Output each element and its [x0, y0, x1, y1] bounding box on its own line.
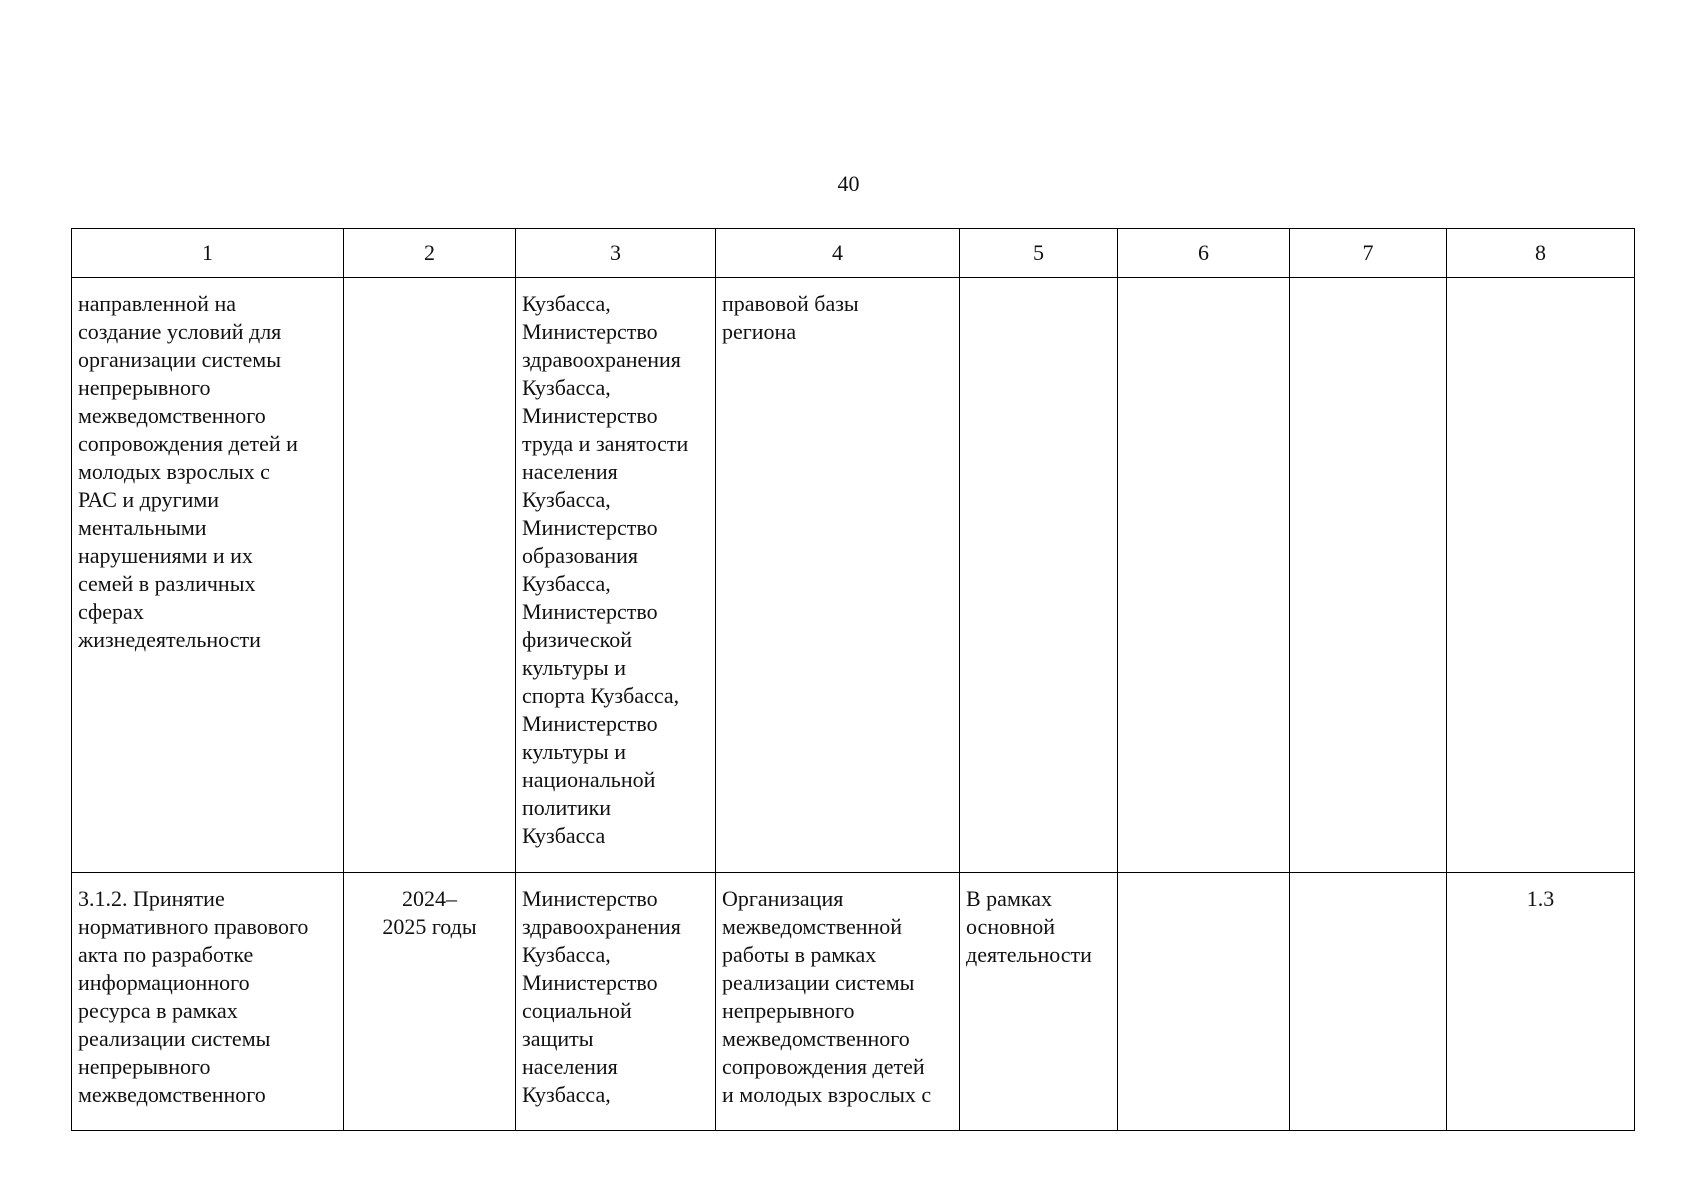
page-number: 40 — [837, 171, 860, 196]
funding-source-cell: В рамках основной деятельности — [960, 873, 1118, 1131]
deadline-cell: 2024– 2025 годы — [344, 873, 516, 1131]
column-number-header-row — [72, 229, 1635, 278]
measure-description-cell: направленной на создание условий для организации системы непрерывного межведомственного сопровождения детей и молодых взрослых с РАС и другими ментальными нарушениями и их семей в различных сферах жизнедеятельности — [72, 278, 344, 873]
column-header-4: 4 — [716, 229, 960, 278]
table-row — [72, 873, 1635, 1131]
column-header-7: 7 — [1290, 229, 1447, 278]
column-6-cell — [1118, 873, 1290, 1131]
indicator-cell: 1.3 — [1447, 873, 1635, 1131]
column-header-8: 8 — [1447, 229, 1635, 278]
measure-description-cell: 3.1.2. Принятие нормативного правового акта по разработке информационного ресурса в рамках реализации системы непрерывного межведомственного — [72, 873, 344, 1131]
indicator-cell — [1447, 278, 1635, 873]
column-header-3: 3 — [516, 229, 716, 278]
responsible-executors-cell: Кузбасса, Министерство здравоохранения Кузбасса, Министерство труда и занятости населения Кузбасса, Министерство образования Кузбасса, Министерство физической культуры и спорта Кузбасса, Министерство культуры и национальной политики Кузбасса — [516, 278, 716, 873]
column-6-cell — [1118, 278, 1290, 873]
column-7-cell — [1290, 278, 1447, 873]
measures-table — [71, 228, 1635, 1131]
funding-source-cell — [960, 278, 1118, 873]
expected-result-cell: правовой базы региона — [716, 278, 960, 873]
responsible-executors-cell: Министерство здравоохранения Кузбасса, Министерство социальной защиты населения Кузбасса, — [516, 873, 716, 1131]
expected-result-cell: Организация межведомственной работы в рамках реализации системы непрерывного межведомственного сопровождения детей и молодых взрослых с — [716, 873, 960, 1131]
column-header-1: 1 — [72, 229, 344, 278]
column-7-cell — [1290, 873, 1447, 1131]
column-header-5: 5 — [960, 229, 1118, 278]
table-row — [72, 278, 1635, 873]
deadline-cell — [344, 278, 516, 873]
column-header-6: 6 — [1118, 229, 1290, 278]
column-header-2: 2 — [344, 229, 516, 278]
